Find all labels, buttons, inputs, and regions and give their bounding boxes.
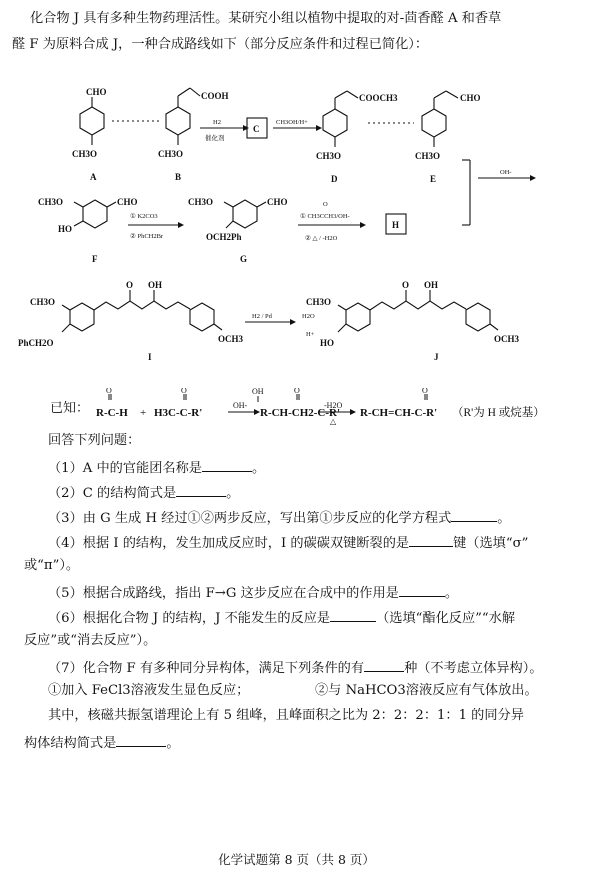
arrow-IJ-above2: H2O xyxy=(302,313,315,320)
known-note: （R'为 H 或烷基） xyxy=(452,407,545,419)
question-7-condition-2: ②与 NaHCO3溶液反应有气体放出。 xyxy=(315,683,538,698)
known-r2: H3C-C-R' xyxy=(154,407,203,419)
question-7-line4: 构体结构简式是 。 xyxy=(24,732,180,753)
J-o: O xyxy=(402,280,410,290)
answer-blank-3[interactable] xyxy=(451,507,497,522)
question-6: （6）根据化合物 J 的结构，J 不能发生的反应是 （选填“酯化反应”“水解 xyxy=(48,607,515,628)
G-cho: CHO xyxy=(267,197,288,207)
known-plus: + xyxy=(140,407,147,419)
E-cho: CHO xyxy=(460,93,481,103)
synthesis-scheme xyxy=(0,0,593,420)
J-meo: CH3O xyxy=(306,297,332,307)
D-meo: CH3O xyxy=(316,151,342,161)
I-o: O xyxy=(126,280,134,290)
label-A: A xyxy=(90,172,97,182)
question-4: （4）根据 I 的结构，发生加成反应时，I 的碳碳双键断裂的是 键（选填“σ” xyxy=(48,532,528,553)
intro-line-1: 化合物 J 具有多种生物药理活性。某研究小组以植物中提取的对-茴香醛 A 和香草 xyxy=(30,11,502,26)
arrow-GH-step2: ② △ / -H2O xyxy=(305,235,338,242)
label-J: J xyxy=(434,352,439,362)
arrow-E-above: OH- xyxy=(500,169,512,176)
answer-blank-7[interactable] xyxy=(364,657,404,672)
question-7-line3: 其中，核磁共振氢谱理论上有 5 组峰，且峰面积之比为 2：2：2：1：1 的同分异 xyxy=(48,708,524,723)
G-meo: CH3O xyxy=(188,197,214,207)
label-D: D xyxy=(331,174,338,184)
arrow-FG-step2: ② PhCH2Br xyxy=(130,233,164,240)
I-bn: PhCH2O xyxy=(18,338,54,348)
G-bn: OCH2Ph xyxy=(206,232,242,242)
question-7-condition-1: ①加入 FeCl3溶液发生显色反应； xyxy=(48,683,250,698)
known-o2: O xyxy=(181,388,187,395)
answer-blank-1[interactable] xyxy=(202,457,252,472)
known-cond1: OH- xyxy=(233,401,248,410)
label-F: F xyxy=(92,254,98,264)
question-6-line2: 反应”或“消去反应”）。 xyxy=(24,633,157,648)
F-cho: CHO xyxy=(117,197,138,207)
arrow-BC-below: 催化剂 xyxy=(205,135,225,142)
label-C: C xyxy=(253,124,260,134)
known-oh: OH xyxy=(252,388,264,396)
known-o4: O xyxy=(422,388,428,395)
label-B: B xyxy=(175,172,182,182)
B-cooh: COOH xyxy=(201,91,229,101)
answer-blank-5[interactable] xyxy=(399,582,445,597)
answer-blank-8[interactable] xyxy=(116,732,166,747)
question-4-line2: 或“π”）。 xyxy=(24,558,80,573)
J-ome: OCH3 xyxy=(494,334,520,344)
arrow-BC-above: H2 xyxy=(213,119,221,126)
question-5: （5）根据合成路线，指出 F→G 这步反应在合成中的作用是 。 xyxy=(48,582,458,603)
known-cond2: -H2O xyxy=(324,401,343,410)
question-2: （2）C 的结构简式是 。 xyxy=(48,482,239,503)
question-7: （7）化合物 F 有多种同分异构体，满足下列条件的有 种（不考虑立体异构）。 xyxy=(48,657,543,678)
known-prod: R-CH=CH-C-R' xyxy=(360,407,438,419)
arrow-FG-step1: ① K2CO3 xyxy=(130,213,158,220)
page-footer: 化学试题第 8 页（共 8 页） xyxy=(218,852,375,867)
known-mid: R-CH-CH2-C-R' xyxy=(260,407,341,419)
label-G: G xyxy=(240,254,248,264)
E-meo: CH3O xyxy=(415,151,441,161)
answer-blank-4[interactable] xyxy=(409,532,453,547)
known-r1: R-C-H xyxy=(96,407,128,419)
J-ho: HO xyxy=(320,338,335,348)
answer-blank-6[interactable] xyxy=(330,607,376,622)
label-I: I xyxy=(148,352,152,362)
A-meo: CH3O xyxy=(72,149,98,159)
arrow-GH-o: O xyxy=(323,201,328,208)
question-1: （1）A 中的官能团名称是 。 xyxy=(48,457,265,478)
question-3: （3）由 G 生成 H 经过①②两步反应，写出第①步反应的化学方程式 。 xyxy=(48,507,510,528)
questions-lead: 回答下列问题： xyxy=(48,433,141,448)
I-meo: CH3O xyxy=(30,297,56,307)
arrow-IJ-below: H+ xyxy=(306,331,315,338)
F-meo: CH3O xyxy=(38,197,64,207)
known-reaction xyxy=(0,388,593,428)
arrow-GH-step1: ① CH3CCH3/OH- xyxy=(300,213,350,220)
A-cho: CHO xyxy=(86,87,107,97)
answer-blank-2[interactable] xyxy=(176,482,226,497)
label-H: H xyxy=(392,220,400,230)
F-ho: HO xyxy=(58,224,73,234)
known-o3: O xyxy=(294,388,300,395)
J-oh: OH xyxy=(424,280,439,290)
known-o1: O xyxy=(106,388,112,395)
I-oh: OH xyxy=(148,280,163,290)
I-ome: OCH3 xyxy=(218,334,244,344)
intro-line-2: 醛 F 为原料合成 J，一种合成路线如下（部分反应条件和过程已简化）： xyxy=(12,37,429,52)
D-cooch3: COOCH3 xyxy=(359,93,398,103)
B-meo: CH3O xyxy=(158,149,184,159)
known-cond2b: △ xyxy=(330,417,337,426)
known-prefix: 已知： xyxy=(50,400,90,415)
label-E: E xyxy=(430,174,437,184)
arrow-IJ-above: H2 / Pd xyxy=(252,313,272,320)
arrow-CD-above: CH3OH/H+ xyxy=(276,119,308,126)
